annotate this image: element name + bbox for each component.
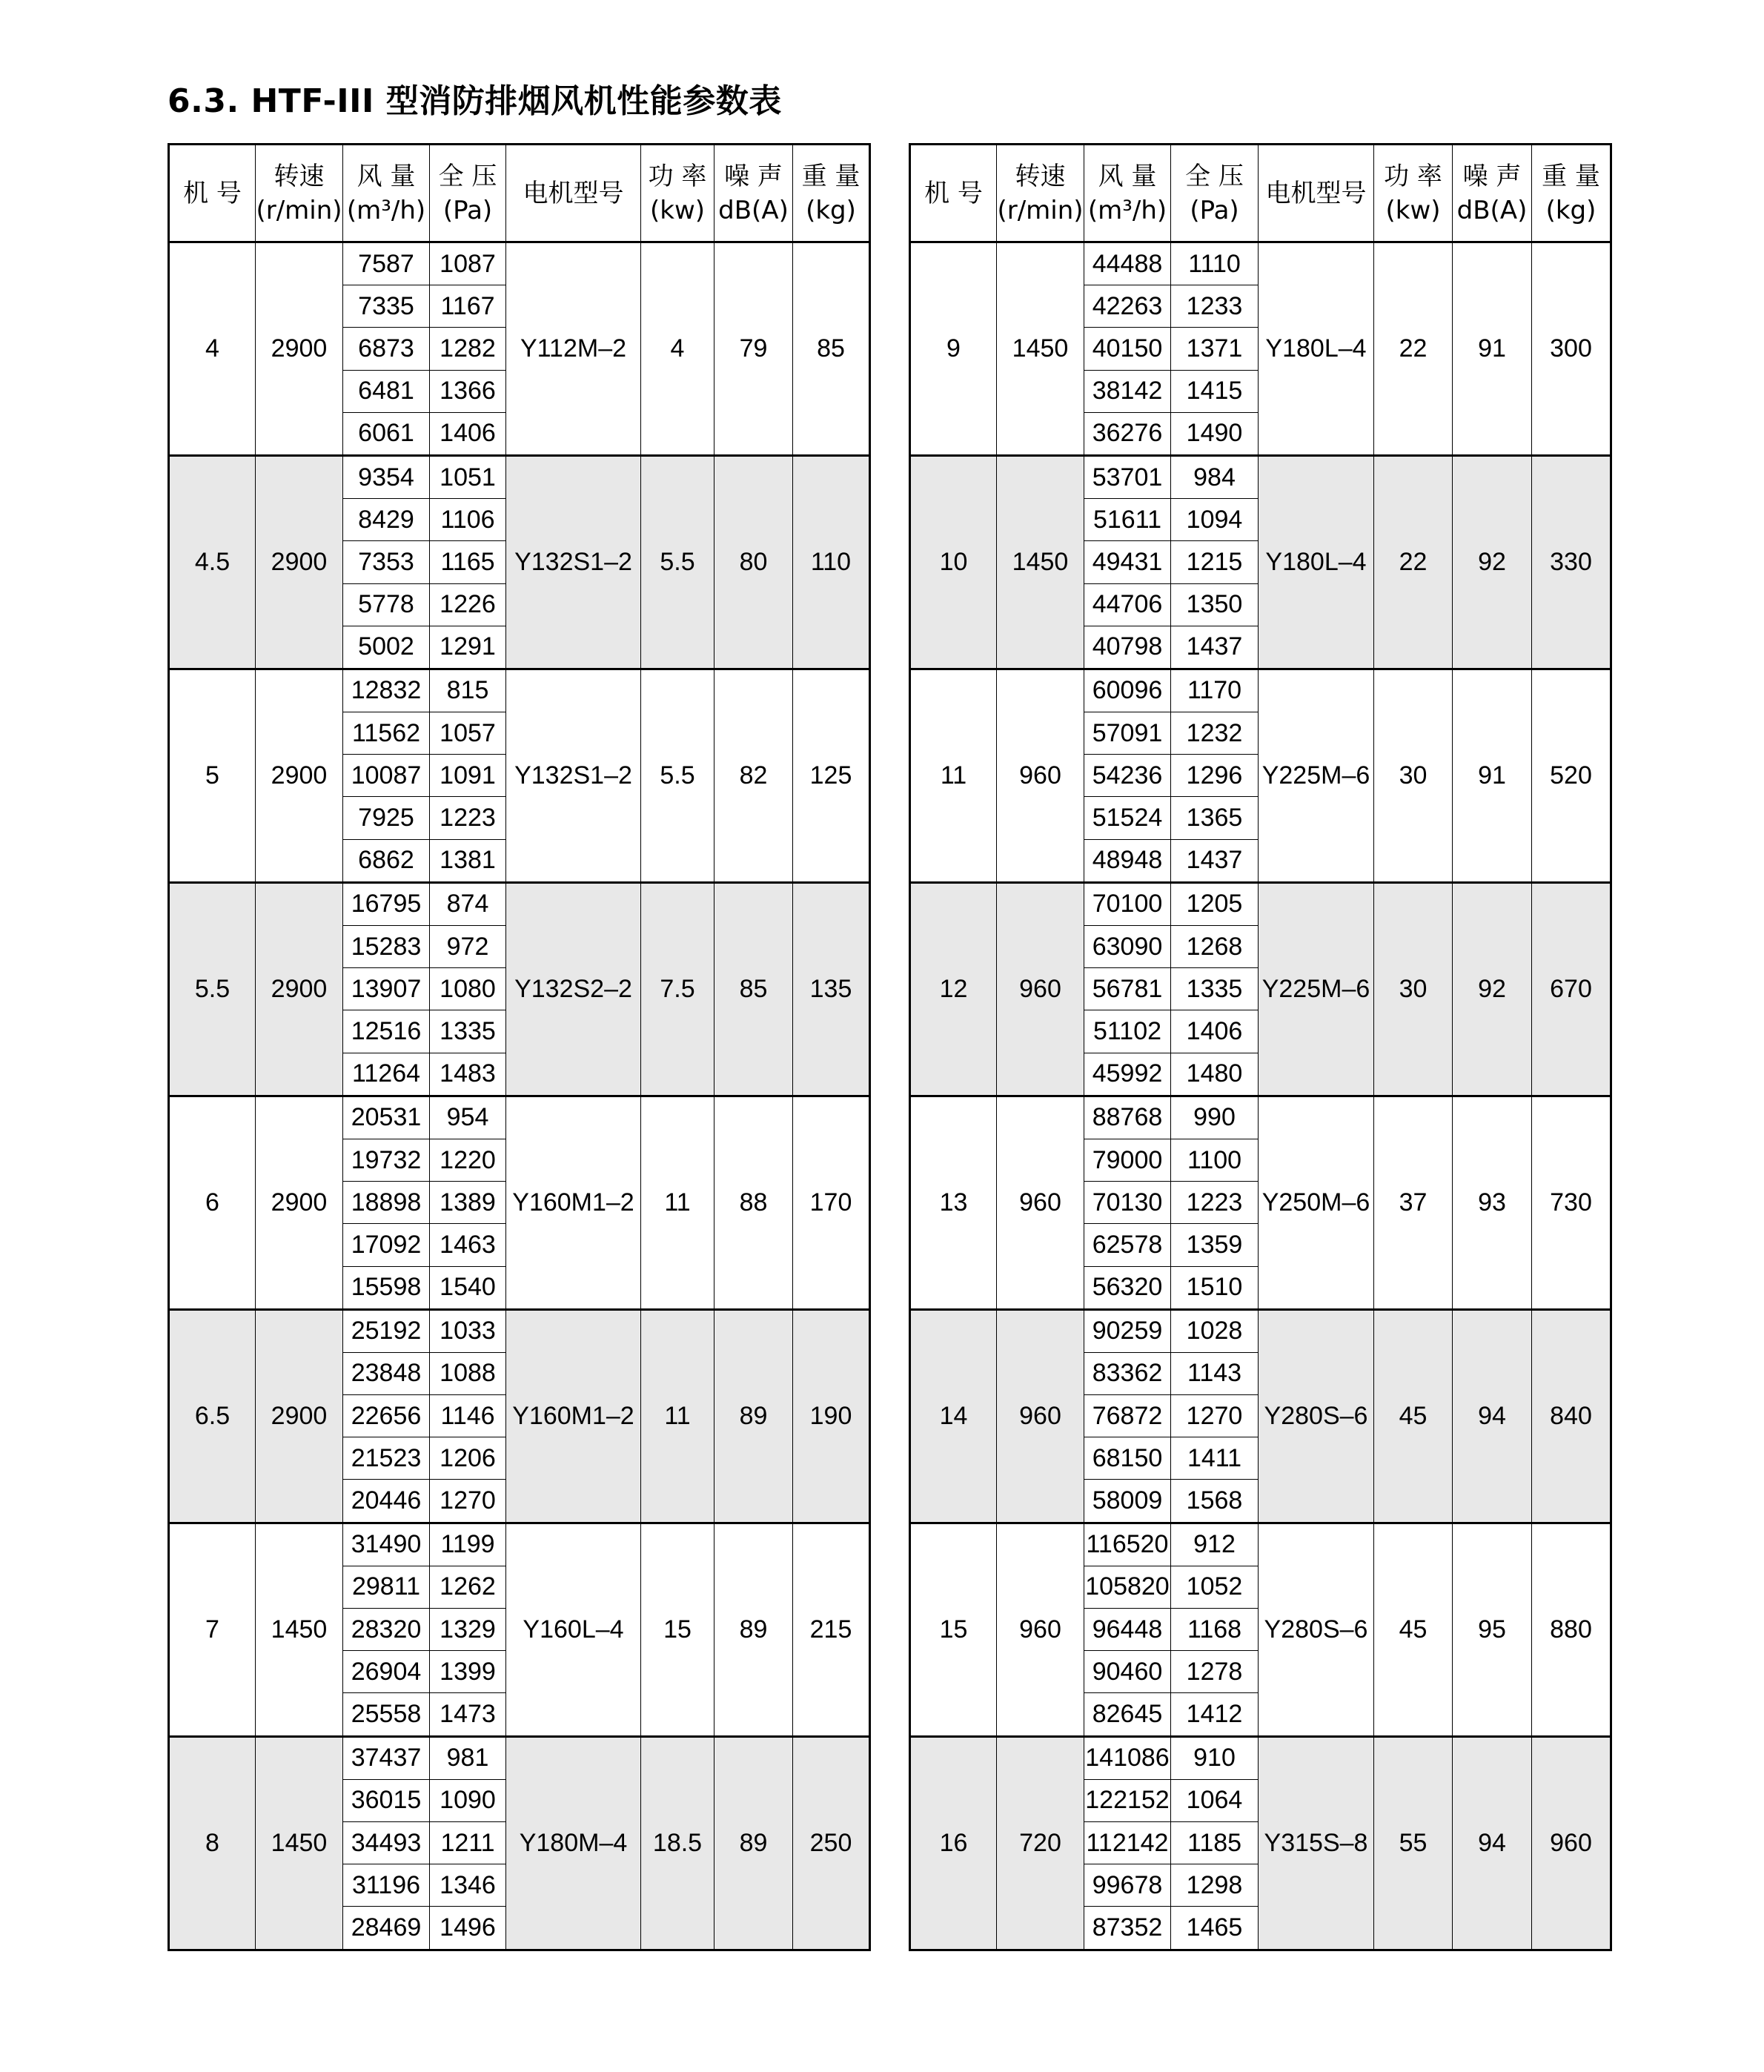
pressure-cell: 1057	[430, 712, 506, 755]
pressure-cell: 1540	[430, 1266, 506, 1309]
pressure-cell: 1167	[430, 285, 506, 328]
airflow-cell: 36015	[343, 1779, 430, 1821]
pressure-cell: 1080	[430, 968, 506, 1010]
weight-cell: 250	[793, 1736, 870, 1950]
airflow-cell: 60096	[1084, 669, 1171, 712]
speed-cell: 1450	[256, 1736, 343, 1950]
airflow-cell: 51102	[1084, 1010, 1171, 1053]
airflow-cell: 31196	[343, 1864, 430, 1907]
power-cell: 55	[1374, 1736, 1453, 1950]
motor-cell: Y132S1–2	[506, 669, 641, 882]
header-airflow: 风 量 (m³/h)	[1084, 145, 1171, 242]
pressure-cell: 1483	[430, 1053, 506, 1096]
table-row	[169, 669, 870, 712]
airflow-cell: 56320	[1084, 1266, 1171, 1309]
pressure-cell: 1371	[1171, 328, 1259, 370]
header-model-no: 机 号	[169, 145, 256, 242]
speed-cell: 960	[997, 1096, 1084, 1309]
pressure-cell: 1087	[430, 242, 506, 285]
pressure-cell: 1146	[430, 1395, 506, 1437]
airflow-cell: 54236	[1084, 755, 1171, 797]
header-power: 功 率 (kw)	[641, 145, 714, 242]
model-no-cell: 5	[169, 669, 256, 882]
model-no-cell: 5.5	[169, 882, 256, 1096]
model-no-cell: 6	[169, 1096, 256, 1309]
airflow-cell: 26904	[343, 1651, 430, 1693]
power-cell: 37	[1374, 1096, 1453, 1309]
model-no-cell: 6.5	[169, 1309, 256, 1523]
airflow-cell: 6862	[343, 839, 430, 882]
pressure-cell: 1094	[1171, 499, 1259, 541]
header-power: 功 率 (kw)	[1374, 145, 1453, 242]
airflow-cell: 90259	[1084, 1309, 1171, 1352]
pressure-cell: 1233	[1171, 285, 1259, 328]
pressure-cell: 1270	[430, 1480, 506, 1523]
pressure-cell: 1510	[1171, 1266, 1259, 1309]
motor-cell: Y180M–4	[506, 1736, 641, 1950]
pressure-cell: 1262	[430, 1566, 506, 1608]
pressure-cell: 1185	[1171, 1821, 1259, 1864]
airflow-cell: 105820	[1084, 1566, 1171, 1608]
noise-cell: 89	[714, 1309, 793, 1523]
noise-cell: 93	[1453, 1096, 1532, 1309]
pressure-cell: 1437	[1171, 839, 1259, 882]
table-row	[910, 669, 1611, 712]
table-row	[910, 1096, 1611, 1139]
airflow-cell: 19732	[343, 1139, 430, 1181]
motor-cell: Y180L–4	[1259, 455, 1374, 669]
page-title: 6.3. HTF-III 型消防排烟风机性能参数表	[168, 82, 782, 120]
pressure-cell: 1437	[1171, 626, 1259, 669]
airflow-cell: 23848	[343, 1352, 430, 1394]
model-no-cell: 4.5	[169, 455, 256, 669]
table-row	[169, 1309, 870, 1352]
weight-cell: 170	[793, 1096, 870, 1309]
pressure-cell: 1223	[1171, 1182, 1259, 1224]
pressure-cell: 815	[430, 669, 506, 712]
airflow-cell: 112142	[1084, 1821, 1171, 1864]
power-cell: 11	[641, 1096, 714, 1309]
motor-cell: Y160L–4	[506, 1523, 641, 1736]
pressure-cell: 981	[430, 1736, 506, 1779]
weight-cell: 300	[1532, 242, 1611, 456]
noise-cell: 94	[1453, 1736, 1532, 1950]
power-cell: 11	[641, 1309, 714, 1523]
speed-cell: 2900	[256, 242, 343, 456]
speed-cell: 2900	[256, 455, 343, 669]
pressure-cell: 990	[1171, 1096, 1259, 1139]
pressure-cell: 1110	[1171, 242, 1259, 285]
airflow-cell: 15283	[343, 926, 430, 968]
power-cell: 5.5	[641, 669, 714, 882]
table-row	[910, 882, 1611, 925]
pressure-cell: 1463	[430, 1224, 506, 1266]
header-weight: 重 量 (kg)	[1532, 145, 1611, 242]
airflow-cell: 12516	[343, 1010, 430, 1053]
header-row	[910, 145, 1611, 242]
pressure-cell: 1406	[1171, 1010, 1259, 1053]
weight-cell: 670	[1532, 882, 1611, 1096]
pressure-cell: 874	[430, 882, 506, 925]
model-no-cell: 11	[910, 669, 997, 882]
pressure-cell: 1211	[430, 1821, 506, 1864]
airflow-cell: 6061	[343, 412, 430, 455]
speed-cell: 960	[997, 1523, 1084, 1736]
pressure-cell: 954	[430, 1096, 506, 1139]
pressure-cell: 1268	[1171, 926, 1259, 968]
model-no-cell: 14	[910, 1309, 997, 1523]
noise-cell: 91	[1453, 669, 1532, 882]
speed-cell: 2900	[256, 1096, 343, 1309]
table-row	[169, 455, 870, 498]
speed-cell: 2900	[256, 882, 343, 1096]
noise-cell: 92	[1453, 882, 1532, 1096]
pressure-cell: 1415	[1171, 370, 1259, 412]
pressure-cell: 984	[1171, 455, 1259, 498]
airflow-cell: 42263	[1084, 285, 1171, 328]
power-cell: 30	[1374, 882, 1453, 1096]
motor-cell: Y112M–2	[506, 242, 641, 456]
motor-cell: Y280S–6	[1259, 1309, 1374, 1523]
airflow-cell: 88768	[1084, 1096, 1171, 1139]
airflow-cell: 51611	[1084, 499, 1171, 541]
pressure-cell: 1366	[430, 370, 506, 412]
pressure-cell: 1100	[1171, 1139, 1259, 1181]
airflow-cell: 28320	[343, 1609, 430, 1651]
motor-cell: Y280S–6	[1259, 1523, 1374, 1736]
motor-cell: Y160M1–2	[506, 1096, 641, 1309]
weight-cell: 960	[1532, 1736, 1611, 1950]
table-row	[169, 882, 870, 925]
airflow-cell: 90460	[1084, 1651, 1171, 1693]
power-cell: 45	[1374, 1523, 1453, 1736]
pressure-cell: 1278	[1171, 1651, 1259, 1693]
airflow-cell: 16795	[343, 882, 430, 925]
power-cell: 15	[641, 1523, 714, 1736]
pressure-cell: 1199	[430, 1523, 506, 1566]
model-no-cell: 15	[910, 1523, 997, 1736]
pressure-cell: 1365	[1171, 797, 1259, 839]
airflow-cell: 99678	[1084, 1864, 1171, 1907]
airflow-cell: 5002	[343, 626, 430, 669]
weight-cell: 125	[793, 669, 870, 882]
airflow-cell: 11264	[343, 1053, 430, 1096]
pressure-cell: 1052	[1171, 1566, 1259, 1608]
airflow-cell: 96448	[1084, 1609, 1171, 1651]
airflow-cell: 116520	[1084, 1523, 1171, 1566]
pressure-cell: 972	[430, 926, 506, 968]
noise-cell: 91	[1453, 242, 1532, 456]
airflow-cell: 51524	[1084, 797, 1171, 839]
pressure-cell: 1170	[1171, 669, 1259, 712]
pressure-cell: 1389	[430, 1182, 506, 1224]
pressure-cell: 1480	[1171, 1053, 1259, 1096]
airflow-cell: 44488	[1084, 242, 1171, 285]
speed-cell: 960	[997, 1309, 1084, 1523]
header-motor: 电机型号	[1259, 145, 1374, 242]
table-row	[910, 1523, 1611, 1566]
motor-cell: Y180L–4	[1259, 242, 1374, 456]
power-cell: 18.5	[641, 1736, 714, 1950]
airflow-cell: 6481	[343, 370, 430, 412]
pressure-cell: 1399	[430, 1651, 506, 1693]
noise-cell: 89	[714, 1736, 793, 1950]
speed-cell: 960	[997, 882, 1084, 1096]
pressure-cell: 1223	[430, 797, 506, 839]
pressure-cell: 1064	[1171, 1779, 1259, 1821]
pressure-cell: 1088	[430, 1352, 506, 1394]
power-cell: 22	[1374, 455, 1453, 669]
airflow-cell: 122152	[1084, 1779, 1171, 1821]
pressure-cell: 1473	[430, 1693, 506, 1736]
airflow-cell: 11562	[343, 712, 430, 755]
power-cell: 30	[1374, 669, 1453, 882]
motor-cell: Y315S–8	[1259, 1736, 1374, 1950]
airflow-cell: 70130	[1084, 1182, 1171, 1224]
power-cell: 45	[1374, 1309, 1453, 1523]
speed-cell: 1450	[256, 1523, 343, 1736]
airflow-cell: 7335	[343, 285, 430, 328]
weight-cell: 110	[793, 455, 870, 669]
pressure-cell: 1346	[430, 1864, 506, 1907]
airflow-cell: 48948	[1084, 839, 1171, 882]
model-no-cell: 7	[169, 1523, 256, 1736]
speed-cell: 1450	[997, 242, 1084, 456]
header-speed: 转速 (r/min)	[256, 145, 343, 242]
airflow-cell: 58009	[1084, 1480, 1171, 1523]
airflow-cell: 5778	[343, 583, 430, 626]
model-no-cell: 13	[910, 1096, 997, 1309]
speed-cell: 2900	[256, 1309, 343, 1523]
weight-cell: 730	[1532, 1096, 1611, 1309]
pressure-cell: 1205	[1171, 882, 1259, 925]
pressure-cell: 1220	[430, 1139, 506, 1181]
airflow-cell: 63090	[1084, 926, 1171, 968]
pressure-cell: 1028	[1171, 1309, 1259, 1352]
motor-cell: Y160M1–2	[506, 1309, 641, 1523]
pressure-cell: 1226	[430, 583, 506, 626]
speed-cell: 2900	[256, 669, 343, 882]
motor-cell: Y250M–6	[1259, 1096, 1374, 1309]
pressure-cell: 1329	[430, 1609, 506, 1651]
speed-cell: 1450	[997, 455, 1084, 669]
weight-cell: 135	[793, 882, 870, 1096]
pressure-cell: 912	[1171, 1523, 1259, 1566]
pressure-cell: 1232	[1171, 712, 1259, 755]
header-noise: 噪 声 dB(A)	[1453, 145, 1532, 242]
table-row	[169, 1096, 870, 1139]
noise-cell: 79	[714, 242, 793, 456]
airflow-cell: 40798	[1084, 626, 1171, 669]
airflow-cell: 25558	[343, 1693, 430, 1736]
pressure-cell: 1282	[430, 328, 506, 370]
pressure-cell: 1165	[430, 541, 506, 583]
header-weight: 重 量 (kg)	[793, 145, 870, 242]
airflow-cell: 40150	[1084, 328, 1171, 370]
airflow-cell: 56781	[1084, 968, 1171, 1010]
model-no-cell: 12	[910, 882, 997, 1096]
airflow-cell: 7587	[343, 242, 430, 285]
pressure-cell: 1296	[1171, 755, 1259, 797]
power-cell: 5.5	[641, 455, 714, 669]
airflow-cell: 10087	[343, 755, 430, 797]
pressure-cell: 1215	[1171, 541, 1259, 583]
pressure-cell: 1411	[1171, 1437, 1259, 1480]
pressure-cell: 1106	[430, 499, 506, 541]
airflow-cell: 62578	[1084, 1224, 1171, 1266]
airflow-cell: 9354	[343, 455, 430, 498]
airflow-cell: 49431	[1084, 541, 1171, 583]
motor-cell: Y225M–6	[1259, 882, 1374, 1096]
airflow-cell: 7925	[343, 797, 430, 839]
airflow-cell: 82645	[1084, 1693, 1171, 1736]
weight-cell: 840	[1532, 1309, 1611, 1523]
airflow-cell: 8429	[343, 499, 430, 541]
pressure-cell: 1412	[1171, 1693, 1259, 1736]
pressure-cell: 1381	[430, 839, 506, 882]
table-row	[910, 1309, 1611, 1352]
airflow-cell: 76872	[1084, 1395, 1171, 1437]
table-row	[910, 1736, 1611, 1779]
pressure-cell: 1051	[430, 455, 506, 498]
airflow-cell: 18898	[343, 1182, 430, 1224]
model-no-cell: 4	[169, 242, 256, 456]
airflow-cell: 12832	[343, 669, 430, 712]
pressure-cell: 1406	[430, 412, 506, 455]
pressure-cell: 1206	[430, 1437, 506, 1480]
airflow-cell: 22656	[343, 1395, 430, 1437]
airflow-cell: 13907	[343, 968, 430, 1010]
pressure-cell: 1143	[1171, 1352, 1259, 1394]
table-row	[169, 1523, 870, 1566]
airflow-cell: 68150	[1084, 1437, 1171, 1480]
header-row	[169, 145, 870, 242]
weight-cell: 215	[793, 1523, 870, 1736]
airflow-cell: 36276	[1084, 412, 1171, 455]
pressure-cell: 1335	[430, 1010, 506, 1053]
pressure-cell: 1270	[1171, 1395, 1259, 1437]
pressure-cell: 1291	[430, 626, 506, 669]
table-row	[169, 1736, 870, 1779]
model-no-cell: 10	[910, 455, 997, 669]
speed-cell: 720	[997, 1736, 1084, 1950]
airflow-cell: 38142	[1084, 370, 1171, 412]
airflow-cell: 45992	[1084, 1053, 1171, 1096]
power-cell: 4	[641, 242, 714, 456]
airflow-cell: 17092	[343, 1224, 430, 1266]
power-cell: 22	[1374, 242, 1453, 456]
pressure-cell: 1465	[1171, 1907, 1259, 1950]
speed-cell: 960	[997, 669, 1084, 882]
performance-table-left	[168, 143, 871, 1951]
weight-cell: 330	[1532, 455, 1611, 669]
noise-cell: 85	[714, 882, 793, 1096]
weight-cell: 880	[1532, 1523, 1611, 1736]
airflow-cell: 15598	[343, 1266, 430, 1309]
header-pressure: 全 压 (Pa)	[1171, 145, 1259, 242]
pressure-cell: 1168	[1171, 1609, 1259, 1651]
table-row	[910, 455, 1611, 498]
noise-cell: 82	[714, 669, 793, 882]
noise-cell: 88	[714, 1096, 793, 1309]
airflow-cell: 87352	[1084, 1907, 1171, 1950]
airflow-cell: 53701	[1084, 455, 1171, 498]
airflow-cell: 70100	[1084, 882, 1171, 925]
noise-cell: 95	[1453, 1523, 1532, 1736]
airflow-cell: 83362	[1084, 1352, 1171, 1394]
noise-cell: 80	[714, 455, 793, 669]
pressure-cell: 910	[1171, 1736, 1259, 1779]
pressure-cell: 1496	[430, 1907, 506, 1950]
header-speed: 转速 (r/min)	[997, 145, 1084, 242]
power-cell: 7.5	[641, 882, 714, 1096]
airflow-cell: 57091	[1084, 712, 1171, 755]
airflow-cell: 29811	[343, 1566, 430, 1608]
motor-cell: Y225M–6	[1259, 669, 1374, 882]
header-motor: 电机型号	[506, 145, 641, 242]
pressure-cell: 1090	[430, 1779, 506, 1821]
noise-cell: 94	[1453, 1309, 1532, 1523]
header-noise: 噪 声 dB(A)	[714, 145, 793, 242]
motor-cell: Y132S1–2	[506, 455, 641, 669]
model-no-cell: 16	[910, 1736, 997, 1950]
weight-cell: 520	[1532, 669, 1611, 882]
pressure-cell: 1033	[430, 1309, 506, 1352]
header-airflow: 风 量 (m³/h)	[343, 145, 430, 242]
airflow-cell: 37437	[343, 1736, 430, 1779]
model-no-cell: 8	[169, 1736, 256, 1950]
pressure-cell: 1359	[1171, 1224, 1259, 1266]
performance-table-right	[909, 143, 1612, 1951]
table-row	[169, 242, 870, 285]
airflow-cell: 20531	[343, 1096, 430, 1139]
airflow-cell: 34493	[343, 1821, 430, 1864]
airflow-cell: 31490	[343, 1523, 430, 1566]
weight-cell: 190	[793, 1309, 870, 1523]
pressure-cell: 1298	[1171, 1864, 1259, 1907]
airflow-cell: 141086	[1084, 1736, 1171, 1779]
noise-cell: 92	[1453, 455, 1532, 669]
pressure-cell: 1490	[1171, 412, 1259, 455]
airflow-cell: 7353	[343, 541, 430, 583]
airflow-cell: 20446	[343, 1480, 430, 1523]
pressure-cell: 1335	[1171, 968, 1259, 1010]
airflow-cell: 79000	[1084, 1139, 1171, 1181]
pressure-cell: 1091	[430, 755, 506, 797]
noise-cell: 89	[714, 1523, 793, 1736]
motor-cell: Y132S2–2	[506, 882, 641, 1096]
airflow-cell: 6873	[343, 328, 430, 370]
airflow-cell: 28469	[343, 1907, 430, 1950]
weight-cell: 85	[793, 242, 870, 456]
header-model-no: 机 号	[910, 145, 997, 242]
pressure-cell: 1350	[1171, 583, 1259, 626]
airflow-cell: 25192	[343, 1309, 430, 1352]
pressure-cell: 1568	[1171, 1480, 1259, 1523]
header-pressure: 全 压 (Pa)	[430, 145, 506, 242]
table-row	[910, 242, 1611, 285]
model-no-cell: 9	[910, 242, 997, 456]
airflow-cell: 21523	[343, 1437, 430, 1480]
airflow-cell: 44706	[1084, 583, 1171, 626]
